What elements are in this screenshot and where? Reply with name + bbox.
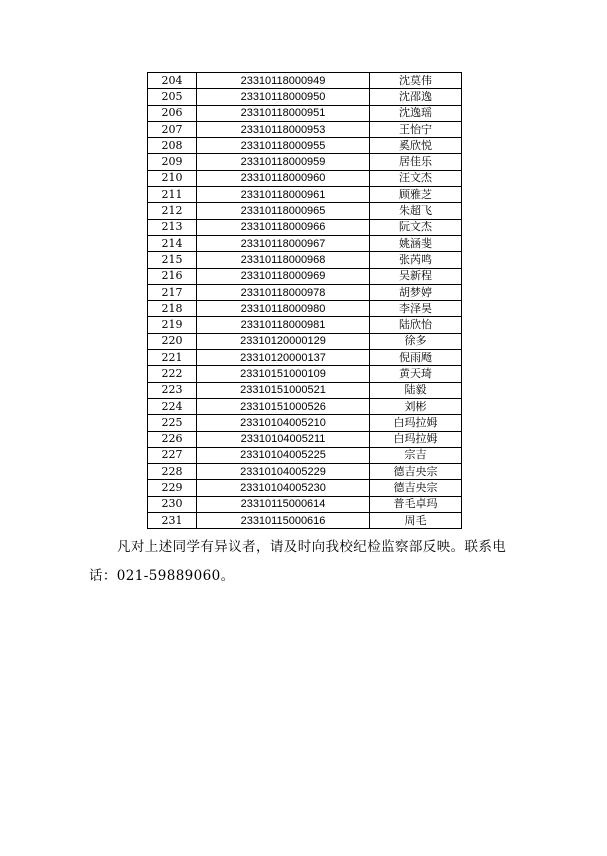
student-id-cell: 23310104005229: [197, 464, 370, 480]
row-number-cell: 221: [148, 350, 197, 366]
student-id-cell: 23310151000526: [197, 398, 370, 414]
table-row: [148, 431, 462, 447]
row-number-cell: 215: [148, 252, 197, 268]
student-id-cell: 23310118000969: [197, 268, 370, 284]
row-number-cell: 223: [148, 382, 197, 398]
table-row: [148, 447, 462, 463]
student-id-cell: 23310120000129: [197, 333, 370, 349]
student-name-cell: 陆毅: [370, 382, 462, 398]
table-row: [148, 366, 462, 382]
table-row: [148, 284, 462, 300]
student-id-cell: 23310118000949: [197, 73, 370, 89]
table-row: [148, 268, 462, 284]
table-row: [148, 333, 462, 349]
row-number-cell: 213: [148, 219, 197, 235]
student-name-cell: 沈邵逸: [370, 89, 462, 105]
student-name-cell: 奚欣悦: [370, 138, 462, 154]
row-number-cell: 214: [148, 235, 197, 251]
row-number-cell: 224: [148, 398, 197, 414]
student-name-cell: 德吉央宗: [370, 480, 462, 496]
student-roster-table: [147, 72, 462, 529]
table-row: [148, 154, 462, 170]
row-number-cell: 218: [148, 301, 197, 317]
table-row: [148, 170, 462, 186]
row-number-cell: 219: [148, 317, 197, 333]
table-row: [148, 138, 462, 154]
table-row: [148, 105, 462, 121]
student-id-cell: 23310104005230: [197, 480, 370, 496]
row-number-cell: 226: [148, 431, 197, 447]
student-id-cell: 23310151000521: [197, 382, 370, 398]
student-name-cell: 汪文杰: [370, 170, 462, 186]
student-name-cell: 李泽昊: [370, 301, 462, 317]
row-number-cell: 230: [148, 496, 197, 512]
student-id-cell: 23310118000953: [197, 121, 370, 137]
notice-line-2: 话：021-59889060。: [89, 568, 235, 584]
student-name-cell: 黄天琦: [370, 366, 462, 382]
table-row: [148, 496, 462, 512]
student-id-cell: 23310115000614: [197, 496, 370, 512]
student-id-cell: 23310120000137: [197, 350, 370, 366]
student-name-cell: 张芮鸣: [370, 252, 462, 268]
row-number-cell: 228: [148, 464, 197, 480]
row-number-cell: 225: [148, 415, 197, 431]
student-id-cell: 23310118000980: [197, 301, 370, 317]
table-row: [148, 73, 462, 89]
student-id-cell: 23310104005225: [197, 447, 370, 463]
student-id-cell: 23310118000960: [197, 170, 370, 186]
row-number-cell: 227: [148, 447, 197, 463]
row-number-cell: 216: [148, 268, 197, 284]
table-row: [148, 513, 462, 529]
table-row: [148, 203, 462, 219]
table-row: [148, 121, 462, 137]
table-row: [148, 317, 462, 333]
student-name-cell: 朱超飞: [370, 203, 462, 219]
student-id-cell: 23310118000955: [197, 138, 370, 154]
student-id-cell: 23310118000966: [197, 219, 370, 235]
row-number-cell: 208: [148, 138, 197, 154]
student-id-cell: 23310118000961: [197, 187, 370, 203]
table-row: [148, 464, 462, 480]
roster-body: [148, 73, 462, 529]
student-id-cell: 23310118000968: [197, 252, 370, 268]
row-number-cell: 211: [148, 187, 197, 203]
student-id-cell: 23310118000959: [197, 154, 370, 170]
table-row: [148, 382, 462, 398]
student-name-cell: 居佳乐: [370, 154, 462, 170]
student-name-cell: 胡梦婷: [370, 284, 462, 300]
student-id-cell: 23310118000951: [197, 105, 370, 121]
row-number-cell: 217: [148, 284, 197, 300]
student-name-cell: 周毛: [370, 513, 462, 529]
table-row: [148, 480, 462, 496]
student-id-cell: 23310118000981: [197, 317, 370, 333]
student-name-cell: 姚涵斐: [370, 235, 462, 251]
objection-notice: [89, 533, 529, 591]
row-number-cell: 229: [148, 480, 197, 496]
student-name-cell: 普毛卓玛: [370, 496, 462, 512]
table-row: [148, 301, 462, 317]
student-id-cell: 23310151000109: [197, 366, 370, 382]
row-number-cell: 205: [148, 89, 197, 105]
student-name-cell: 宗吉: [370, 447, 462, 463]
student-name-cell: 沈逸瑶: [370, 105, 462, 121]
student-name-cell: 倪雨飏: [370, 350, 462, 366]
row-number-cell: 209: [148, 154, 197, 170]
table-row: [148, 187, 462, 203]
row-number-cell: 204: [148, 73, 197, 89]
table-row: [148, 252, 462, 268]
row-number-cell: 231: [148, 513, 197, 529]
student-name-cell: 陆欣怡: [370, 317, 462, 333]
row-number-cell: 210: [148, 170, 197, 186]
table-row: [148, 219, 462, 235]
table-row: [148, 235, 462, 251]
student-id-cell: 23310115000616: [197, 513, 370, 529]
student-name-cell: 阮文杰: [370, 219, 462, 235]
student-name-cell: 顾雅芝: [370, 187, 462, 203]
student-name-cell: 白玛拉姆: [370, 415, 462, 431]
student-id-cell: 23310118000965: [197, 203, 370, 219]
student-name-cell: 刘彬: [370, 398, 462, 414]
row-number-cell: 206: [148, 105, 197, 121]
student-name-cell: 徐多: [370, 333, 462, 349]
table-row: [148, 89, 462, 105]
student-id-cell: 23310118000950: [197, 89, 370, 105]
notice-line-1: 凡对上述同学有异议者，请及时向我校纪检监察部反映。联系电: [117, 539, 507, 555]
student-name-cell: 沈莫伟: [370, 73, 462, 89]
student-id-cell: 23310118000978: [197, 284, 370, 300]
student-name-cell: 王怡宁: [370, 121, 462, 137]
student-id-cell: 23310118000967: [197, 235, 370, 251]
student-id-cell: 23310104005211: [197, 431, 370, 447]
table-row: [148, 398, 462, 414]
table-row: [148, 415, 462, 431]
table-row: [148, 350, 462, 366]
row-number-cell: 222: [148, 366, 197, 382]
student-name-cell: 吴新程: [370, 268, 462, 284]
row-number-cell: 207: [148, 121, 197, 137]
student-id-cell: 23310104005210: [197, 415, 370, 431]
row-number-cell: 220: [148, 333, 197, 349]
student-name-cell: 德吉央宗: [370, 464, 462, 480]
student-name-cell: 白玛拉姆: [370, 431, 462, 447]
row-number-cell: 212: [148, 203, 197, 219]
